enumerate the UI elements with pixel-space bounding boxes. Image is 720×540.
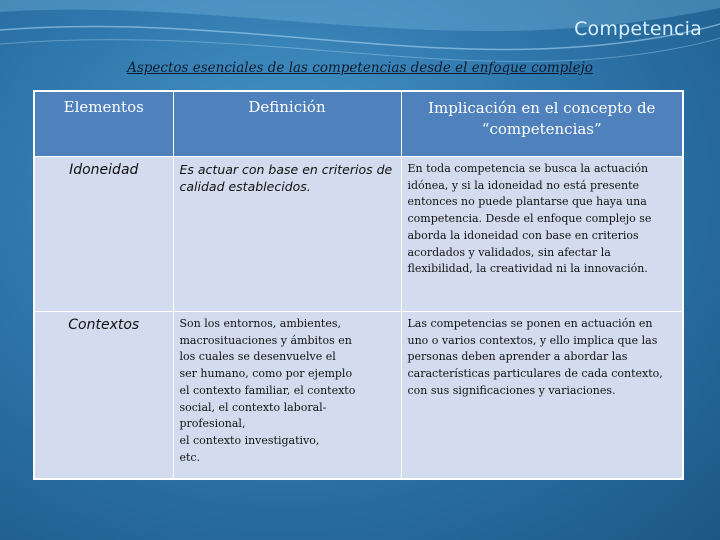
header-implicacion: Implicación en el concepto de “competencias”	[401, 91, 683, 157]
cell-element: Contextos	[34, 312, 173, 480]
table-row	[34, 157, 683, 312]
cell-definition: Son los entornos, ambientes, macrosituaciones y ámbitos en los cuales se desenvuelve el ser humano, como por ejemplo el contexto familiar, el contexto social, el contexto laboral- profesional, el contexto investigativo, etc.	[173, 312, 401, 480]
table-header-row	[34, 91, 683, 157]
cell-implication: Las competencias se ponen en actuación en uno o varios contextos, y ello implica que las personas deben aprender a abordar las características particulares de cada contexto, con sus significaciones y variaciones.	[401, 312, 683, 480]
table-row	[34, 312, 683, 480]
competencies-table	[33, 90, 684, 480]
header-definicion: Definición	[173, 91, 401, 157]
cell-element: Idoneidad	[34, 157, 173, 312]
header-elementos: Elementos	[34, 91, 173, 157]
cell-implication: En toda competencia se busca la actuación idónea, y si la idoneidad no está presente entonces no puede plantarse que haya una competencia. Desde el enfoque complejo se aborda la idoneidad con base en criterios acordados y validados, sin afectar la flexibilidad, la creatividad ni la innovación.	[401, 157, 683, 312]
slide-title: Competencia	[574, 18, 702, 40]
slide-subtitle: Aspectos esenciales de las competencias desde el enfoque complejo	[127, 60, 593, 76]
cell-definition: Es actuar con base en criterios de calidad establecidos.	[173, 157, 401, 312]
background-wave-decoration	[0, 0, 720, 90]
